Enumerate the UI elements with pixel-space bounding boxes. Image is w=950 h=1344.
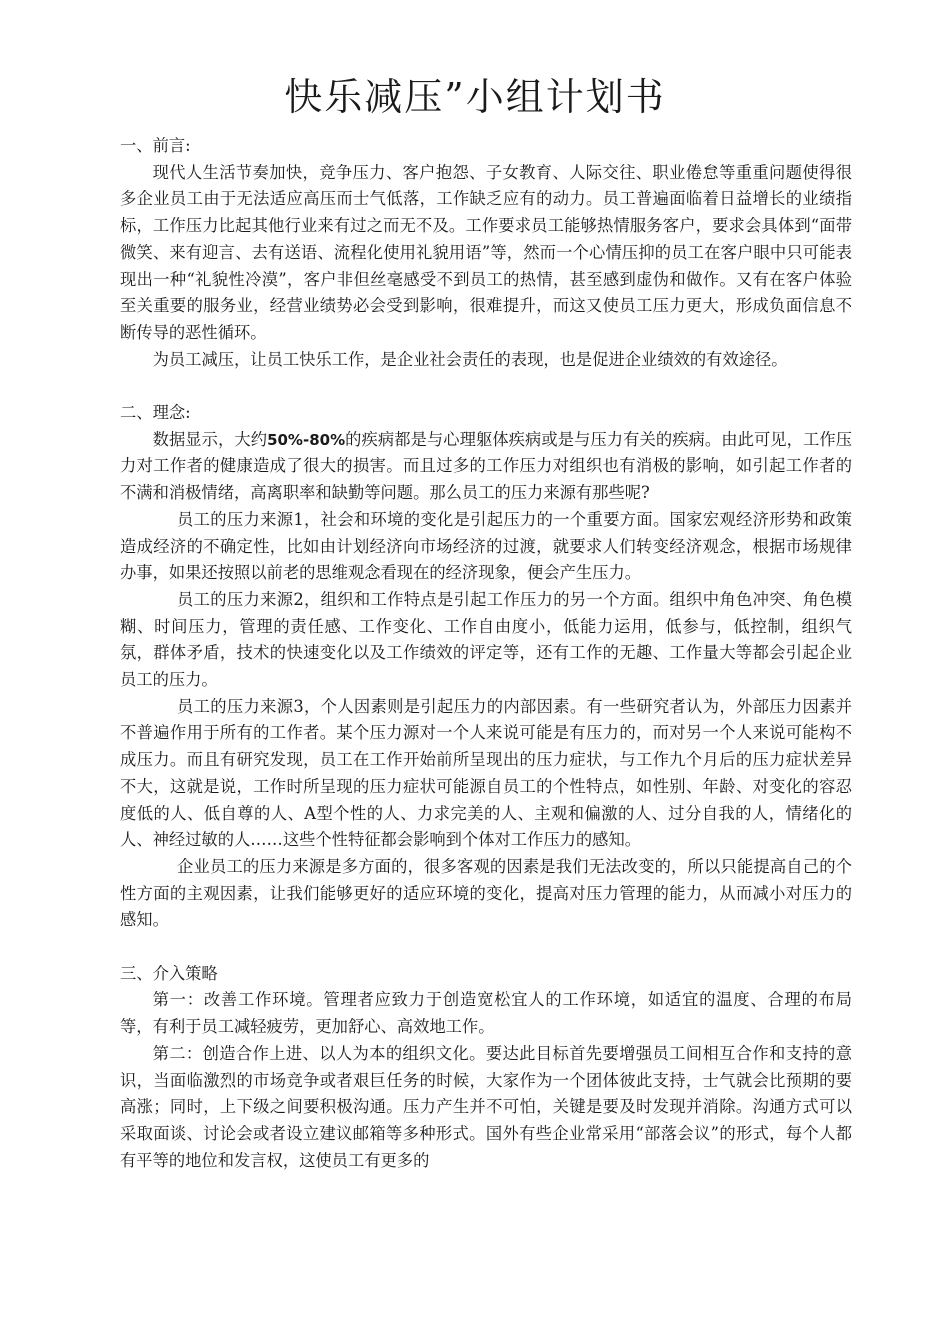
stress-source-2: 员工的压力来源2，组织和工作特点是引起工作压力的另一个方面。组织中角色冲突、角色模糊、时间压力，管理的责任感、工作变化、工作自由度小，低能力运用，低参与，低控制，组织气氛，群体矛盾，技术的快速变化以及工作绩效的评定等，还有工作的无趣、工作量大等都会引起企业员工的压力。: [120, 589, 852, 690]
spacer: [120, 373, 852, 400]
section-heading-preface: 一、前言:: [120, 136, 191, 155]
strategy-paragraph-2: 第二：创造合作上进、以人为本的组织文化。要达此目标首先要增强员工间相互合作和支持的意识，当面临激烈的市场竞争或者艰巨任务的时候，大家作为一个团体彼此支持，士气就会比预期的要高涨；同时，上下级之间要积极沟通。压力产生并不可怕，关键是要及时发现并消除。沟通方式可以采取面谈、讨论会或者设立建议邮箱等多种形式。国外有些企业常采用“部落会议”的形式，每个人都有平等的地位和发言权，这使员工有更多的: [120, 1043, 852, 1170]
spacer: [120, 934, 852, 961]
document-body: [120, 133, 852, 1174]
strategy-paragraph-1: 第一：改善工作环境。管理者应致力于创造宽松宜人的工作环境，如适宜的温度、合理的布局等，有利于员工减轻疲劳，更加舒心、高效地工作。: [120, 990, 852, 1037]
intro-text-b: 的疾病都是与心理躯体疾病或是与压力有关的疾病。由此可见，工作压力对工作者的健康造成了很大的损害。而且过多的工作压力对组织也有消极的影响，如引起工作者的不满和消极情绪，高离职率和缺勤等问题。那么员工的压力来源有那些呢?: [120, 429, 852, 503]
document-title: 快乐减压”小组计划书: [284, 75, 666, 119]
preface-paragraph-1: 现代人生活节奏加快，竞争压力、客户抱怨、子女教育、人际交往、职业倦怠等重重问题使得很多企业员工由于无法适应高压而士气低落，工作缺乏应有的动力。员工普遍面临着日益增长的业绩指标，工作压力比起其他行业来有过之而无不及。工作要求员工能够热情服务客户，要求会具体到“面带微笑、来有迎言、去有送语、流程化使用礼貌用语”等，然而一个心情压抑的员工在客户眼中只可能表现出一种“礼貌性冷漠”，客户非但丝毫感受不到员工的热情，甚至感到虚伪和做作。又有在客户体验至关重要的服务业，经营业绩势必会受到影响，很难提升，而这又使员工压力更大，形成负面信息不断传导的恶性循环。: [120, 162, 852, 342]
intro-statistic: 50%-80%: [267, 430, 346, 449]
intro-text-a: 数据显示，大约: [152, 429, 268, 449]
section-heading-concept: 二、理念:: [120, 403, 191, 423]
section-heading-strategy: 三、介入策略: [120, 963, 218, 983]
stress-source-3: 员工的压力来源3，个人因素则是引起压力的内部因素。有一些研究者认为，外部压力因素并不普遍作用于所有的工作者。某个压力源对一个人来说可能是有压力的，而对另一个人来说可能构不成压力。而且有研究发现，员工在工作开始前所呈现出的压力症状，与工作九个月后的压力症状差异不大，这就是说，工作时所呈现的压力症状可能源自员工的个性特点，如性别、年龄、对变化的容忍度低的人、低自尊的人、A型个性的人、力求完美的人、主观和偏激的人、过分自我的人，情绪化的人、神经过敏的人……这些个性特征都会影响到个体对工作压力的感知。: [120, 696, 852, 850]
preface-paragraph-2: 为员工减压，让员工快乐工作，是企业社会责任的表现，也是促进企业绩效的有效途径。: [152, 349, 788, 369]
stress-source-1: 员工的压力来源1，社会和环境的变化是引起压力的一个重要方面。国家宏观经济形势和政策造成经济的不确定性，比如由计划经济向市场经济的过渡，就要求人们转变经济观念，根据市场规律办事，如果还按照以前老的思维观念看现在的经济现象，便会产生压力。: [120, 509, 852, 583]
stress-summary: 企业员工的压力来源是多方面的，很多客观的因素是我们无法改变的，所以只能提高自己的个性方面的主观因素，让我们能够更好的适应环境的变化，提高对压力管理的能力，从而减小对压力的感知。: [120, 856, 852, 930]
concept-intro-paragraph: [120, 427, 852, 507]
